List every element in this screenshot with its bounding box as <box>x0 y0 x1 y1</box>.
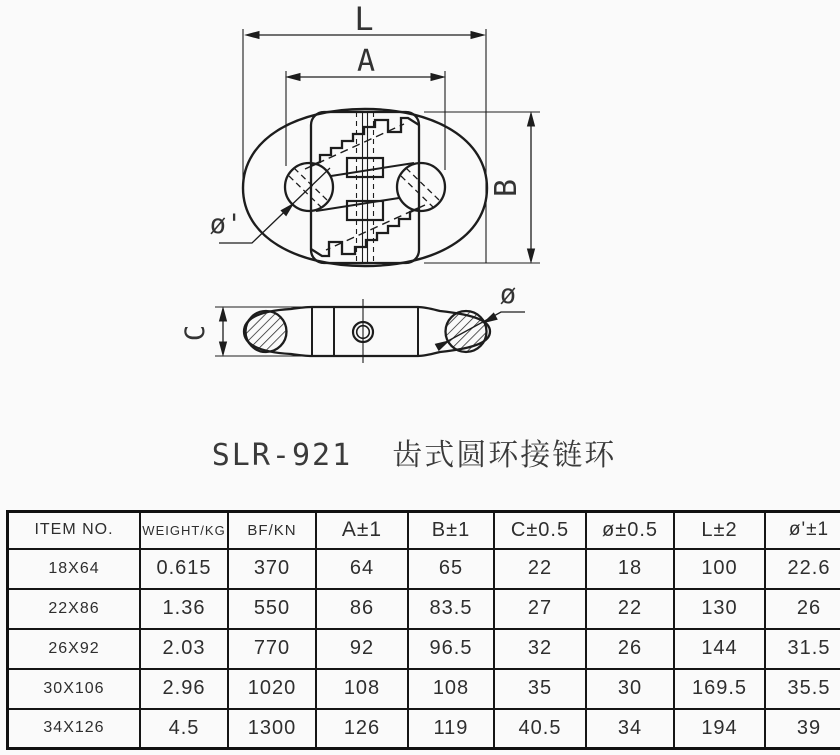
header-row <box>8 512 840 549</box>
drawing-title: SLR-921 齿式圆环接链环 <box>211 438 617 473</box>
table-cell: 92 <box>316 629 408 669</box>
table-cell: 144 <box>674 629 765 669</box>
table-cell: 130 <box>674 589 765 629</box>
right-pin-hole <box>397 163 445 211</box>
dia-prime-label: ø' <box>209 209 243 240</box>
column-header-l: L±2 <box>674 512 765 549</box>
table-cell: 34X126 <box>8 709 141 749</box>
table-cell: 0.615 <box>140 549 228 589</box>
table-row <box>8 629 840 669</box>
dia-label: ø <box>499 279 517 310</box>
table-cell: 18X64 <box>8 549 141 589</box>
table-cell: 119 <box>408 709 494 749</box>
column-header-dia-prime: ø'±1 <box>765 512 840 549</box>
table-row <box>8 669 840 709</box>
table-cell: 2.96 <box>140 669 228 709</box>
dim-B-label: B <box>489 178 524 198</box>
table-cell: 770 <box>228 629 316 669</box>
column-header-bf: BF/KN <box>228 512 316 549</box>
table-row <box>8 549 840 589</box>
table-cell: 30 <box>586 669 674 709</box>
column-header-weight: WEIGHT/KG <box>140 512 228 549</box>
table-row <box>8 709 840 749</box>
table-cell: 2.03 <box>140 629 228 669</box>
table-cell: 22 <box>586 589 674 629</box>
table-cell: 64 <box>316 549 408 589</box>
table-cell: 169.5 <box>674 669 765 709</box>
table-cell: 35 <box>494 669 586 709</box>
table-cell: 86 <box>316 589 408 629</box>
table-cell: 4.5 <box>140 709 228 749</box>
dimension-B <box>424 112 540 263</box>
table-cell: 26X92 <box>8 629 141 669</box>
side-view <box>244 299 490 363</box>
table-cell: 22 <box>494 549 586 589</box>
table-cell: 126 <box>316 709 408 749</box>
column-header-b: B±1 <box>408 512 494 549</box>
table-cell: 35.5 <box>765 669 840 709</box>
table-cell: 96.5 <box>408 629 494 669</box>
table-cell: 100 <box>674 549 765 589</box>
dim-A-label: A <box>356 44 376 79</box>
table-cell: 108 <box>408 669 494 709</box>
table-cell: 31.5 <box>765 629 840 669</box>
table-cell: 22X86 <box>8 589 141 629</box>
table-cell: 194 <box>674 709 765 749</box>
table-cell: 18 <box>586 549 674 589</box>
table-cell: 108 <box>316 669 408 709</box>
dim-L-label: L <box>354 0 374 38</box>
table-cell: 30X106 <box>8 669 141 709</box>
column-header-dia: ø±0.5 <box>586 512 674 549</box>
table-cell: 22.6 <box>765 549 840 589</box>
table-cell: 1.36 <box>140 589 228 629</box>
table-cell: 370 <box>228 549 316 589</box>
table-cell: 1300 <box>228 709 316 749</box>
spec-table-body <box>8 549 840 749</box>
table-cell: 83.5 <box>408 589 494 629</box>
front-view <box>243 109 487 266</box>
table-row <box>8 589 840 629</box>
table-cell: 65 <box>408 549 494 589</box>
upper-boss <box>347 158 383 177</box>
spec-table <box>6 510 840 750</box>
column-header-a: A±1 <box>316 512 408 549</box>
table-cell: 39 <box>765 709 840 749</box>
table-cell: 550 <box>228 589 316 629</box>
table-cell: 1020 <box>228 669 316 709</box>
column-header-item-no: ITEM NO. <box>8 512 141 549</box>
table-cell: 27 <box>494 589 586 629</box>
table-cell: 26 <box>765 589 840 629</box>
spec-table-header <box>8 512 840 549</box>
table-cell: 32 <box>494 629 586 669</box>
table-cell: 26 <box>586 629 674 669</box>
left-rod-section <box>246 311 287 352</box>
table-cell: 40.5 <box>494 709 586 749</box>
table-cell: 34 <box>586 709 674 749</box>
column-header-c: C±0.5 <box>494 512 586 549</box>
dim-C-label: C <box>180 324 211 342</box>
